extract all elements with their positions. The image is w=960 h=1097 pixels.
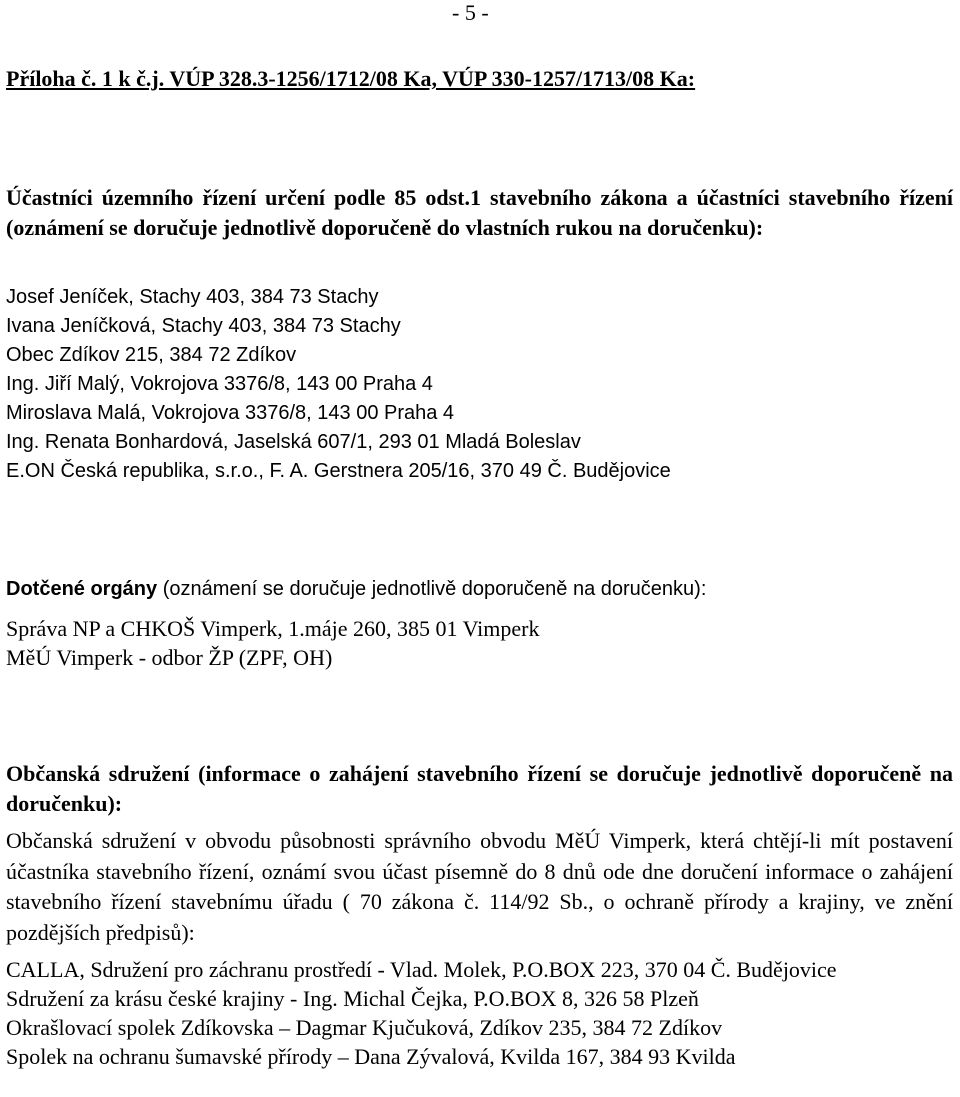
list-item: MěÚ Vimperk - odbor ŽP (ZPF, OH) [6, 645, 333, 670]
annex-title: Příloha č. 1 k č.j. VÚP 328.3-1256/1712/08 Ka, VÚP 330-1257/1713/08 Ka: [6, 66, 696, 91]
authorities-list [6, 614, 953, 672]
list-item: Ing. Renata Bonhardová, Jaselská 607/1, 293 01 Mladá Boleslav [6, 431, 581, 453]
participants-list [6, 283, 946, 486]
associations-heading: Občanská sdružení (informace o zahájení stavebního řízení se doručuje jednotlivě doporučeně na doručenku): [6, 761, 953, 816]
authorities-heading-rest: (oznámení se doručuje jednotlivě doporučeně na doručenku): [157, 578, 707, 600]
associations-list [6, 955, 953, 1071]
list-item: Josef Jeníček, Stachy 403, 384 73 Stachy [6, 286, 379, 308]
list-item: Okrašlovací spolek Zdíkovska – Dagmar Kjučuková, Zdíkov 235, 384 72 Zdíkov [6, 1015, 723, 1040]
list-item: Ing. Jiří Malý, Vokrojova 3376/8, 143 00 Praha 4 [6, 373, 433, 395]
list-item: Ivana Jeníčková, Stachy 403, 384 73 Stachy [6, 315, 401, 337]
participants-heading: Účastníci územního řízení určení podle 85 odst.1 stavebního zákona a účastníci stavebního řízení (oznámení se doručuje jednotlivě doporučeně do vlastních rukou na doručenku): [6, 185, 953, 240]
list-item: Miroslava Malá, Vokrojova 3376/8, 143 00 Praha 4 [6, 402, 455, 424]
list-item: Spolek na ochranu šumavské přírody – Dana Zývalová, Kvilda 167, 384 93 Kvilda [6, 1044, 736, 1069]
associations-paragraph: Občanská sdružení v obvodu působnosti správního obvodu MěÚ Vimperk, která chtějí-li mít postavení účastníka stavebního řízení, oznámí svou účast písemně do 8 dnů ode dne doručení informace o zahájení stavebního řízení stavebnímu úřadu ( 70 zákona č. 114/92 Sb., o ochraně přírody a krajiny, ve znění pozdějších předpisů): [6, 828, 953, 945]
list-item: E.ON Česká republika, s.r.o., F. A. Gerstnera 205/16, 370 49 Č. Budějovice [6, 460, 671, 482]
list-item: Správa NP a CHKOŠ Vimperk, 1.máje 260, 385 01 Vimperk [6, 616, 540, 641]
authorities-heading [6, 574, 953, 604]
list-item: Obec Zdíkov 215, 384 72 Zdíkov [6, 344, 297, 366]
list-item: Sdružení za krásu české krajiny - Ing. Michal Čejka, P.O.BOX 8, 326 58 Plzeň [6, 986, 699, 1011]
authorities-heading-bold: Dotčené orgány [6, 578, 158, 600]
page-number: - 5 - [452, 0, 489, 25]
list-item: CALLA, Sdružení pro záchranu prostředí - Vlad. Molek, P.O.BOX 223, 370 04 Č. Budějovice [6, 957, 837, 982]
